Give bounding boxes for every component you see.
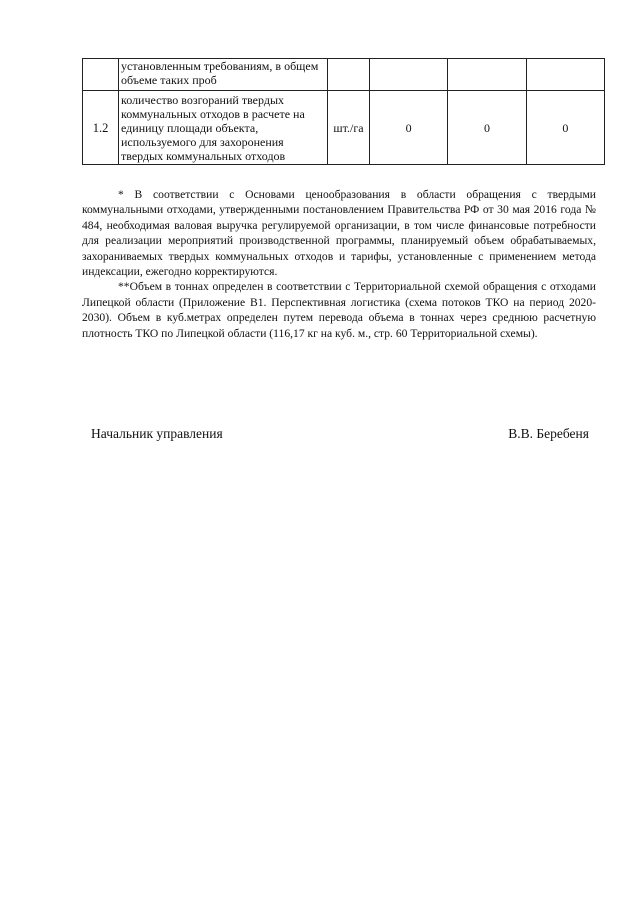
- value-cell: [526, 59, 604, 91]
- unit-cell: шт./га: [328, 91, 370, 165]
- footnote-volume: **Объем в тоннах определен в соответствии с Территориальной схемой обращения с отходами Липецкой области (Приложение В1. Перспективная логистика (схема потоков ТКО на период 2020-2030). Объем в куб.метрах определен путем перевода объема в тоннах через среднюю расчетную плотность ТКО по Липецкой области (116,17 кг на куб. м., стр. 60 Территориальной схемы).: [82, 280, 596, 340]
- value-cell: [370, 59, 448, 91]
- signature-block: [91, 426, 589, 442]
- value-cell: 0: [370, 91, 448, 165]
- table-row: [83, 91, 605, 165]
- row-number-cell: 1.2: [83, 91, 119, 165]
- indicator-description-cell: количество возгораний твердых коммунальных отходов в расчете на единицу площади объекта, используемого для захоронения твердых коммунальных отходов: [119, 91, 328, 165]
- footnote-pricing: * В соответствии с Основами ценообразования в области обращения с твердыми коммунальными отходами, утвержденными постановлением Правительства РФ от 30 мая 2016 года № 484, необходимая валовая выручка регулируемой организации, в том числе финансовые потребности для реализации мероприятий производственной программы, планируемый объем обрабатываемых, захораниваемых твердых коммунальных отходов и тарифы, установленные с применением метода индексации, ежегодно корректируются.: [82, 188, 596, 279]
- signatory-name: В.В. Беребеня: [508, 426, 589, 441]
- table-row: [83, 59, 605, 91]
- footnotes: [82, 187, 596, 341]
- value-cell: [448, 59, 526, 91]
- unit-cell: [328, 59, 370, 91]
- value-cell: 0: [526, 91, 604, 165]
- row-number-cell: [83, 59, 119, 91]
- value-cell: 0: [448, 91, 526, 165]
- indicator-description-cell: установленным требованиям, в общем объеме таких проб: [119, 59, 328, 91]
- signatory-position: Начальник управления: [91, 426, 223, 441]
- indicators-table: [82, 58, 605, 165]
